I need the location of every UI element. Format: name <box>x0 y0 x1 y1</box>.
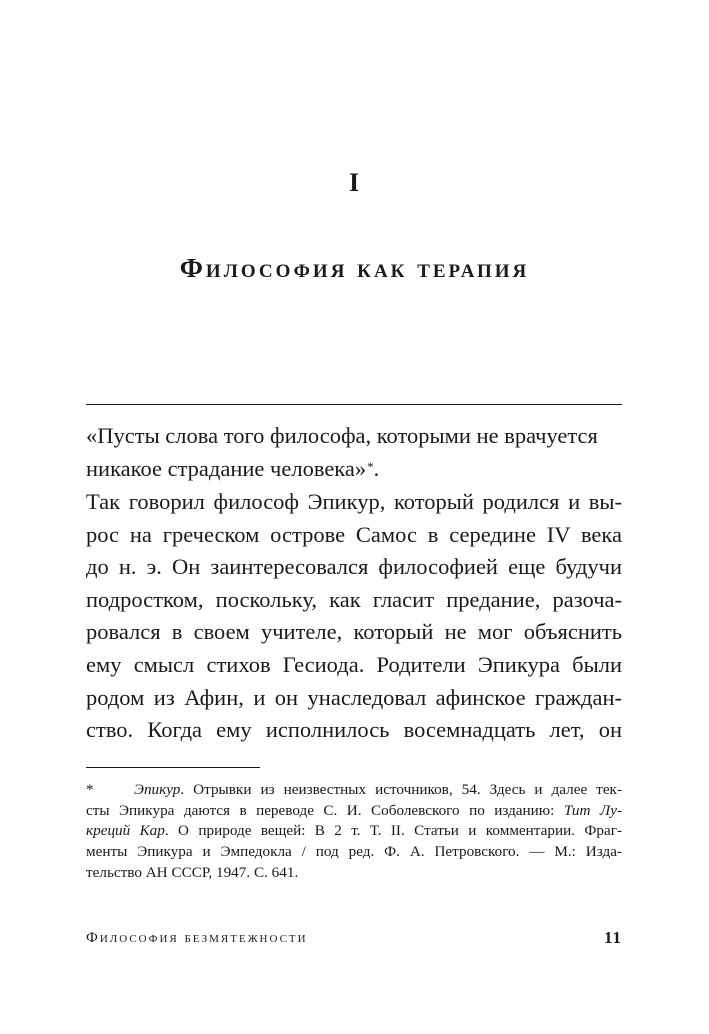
footnote-line: менты Эпикура и Эмпедокла / под ред. Ф. А. Петровского. — М.: Изда- <box>86 843 622 861</box>
footnote-text: . Отрывки из неизвестных источников, 54. Здесь и далее тек- <box>180 781 622 798</box>
chapter-number: I <box>348 168 361 197</box>
footnote-reference[interactable]: * <box>367 458 374 474</box>
footnote-divider <box>86 767 260 768</box>
footnote-text: сты Эпикура даются в переводе С. И. Соболевского по изданию: <box>86 801 564 819</box>
paragraph-line: Так говорил философ Эпикур, который родился и вы- <box>86 489 622 514</box>
footnote-line: тельство АН СССР, 1947. С. 641. <box>86 863 299 881</box>
epigraph-line-2: никакое страдание человека» <box>86 455 367 481</box>
epigraph <box>86 420 622 485</box>
footnote-text: . О природе вещей: В 2 т. Т. II. Статьи и комментарии. Фраг- <box>164 822 622 840</box>
footnote-line <box>86 801 622 822</box>
footnote <box>86 780 622 884</box>
paragraph-line: ровался в своем учителе, который не мог объяснить <box>86 619 622 645</box>
footnote-author: Эпикур <box>134 781 181 798</box>
paragraph-line: ему смысл стихов Гесиода. Родители Эпикура были <box>86 651 622 677</box>
footnote-line <box>86 821 622 842</box>
epigraph-end: . <box>373 455 380 481</box>
chapter-title: Философия как терапия <box>179 253 530 283</box>
footnote-italic: креций Кар <box>86 822 165 840</box>
epigraph-divider <box>86 404 622 405</box>
paragraph-line: ство. Когда ему исполнилось восемнадцать лет, он <box>86 717 622 743</box>
paragraph-line: рос на греческом острове Самос в середине IV века <box>86 521 622 547</box>
epigraph-line-1: «Пусты слова того философа, которыми не врачуется <box>86 423 598 448</box>
body-paragraph <box>86 486 622 747</box>
page-number: 11 <box>603 928 622 947</box>
paragraph-line: родом из Афин, и он унаследовал афинское граждан- <box>86 684 622 710</box>
footnote-mark: * <box>86 781 94 798</box>
paragraph-line: до н. э. Он заинтересовался философией еще будучи <box>86 554 622 580</box>
paragraph-line: подростком, поскольку, как гласит предание, разоча- <box>86 586 622 612</box>
footnote-italic: Тит Лу- <box>563 801 623 819</box>
running-title: Философия безмятежности <box>86 930 308 946</box>
footnote-line <box>86 780 622 801</box>
